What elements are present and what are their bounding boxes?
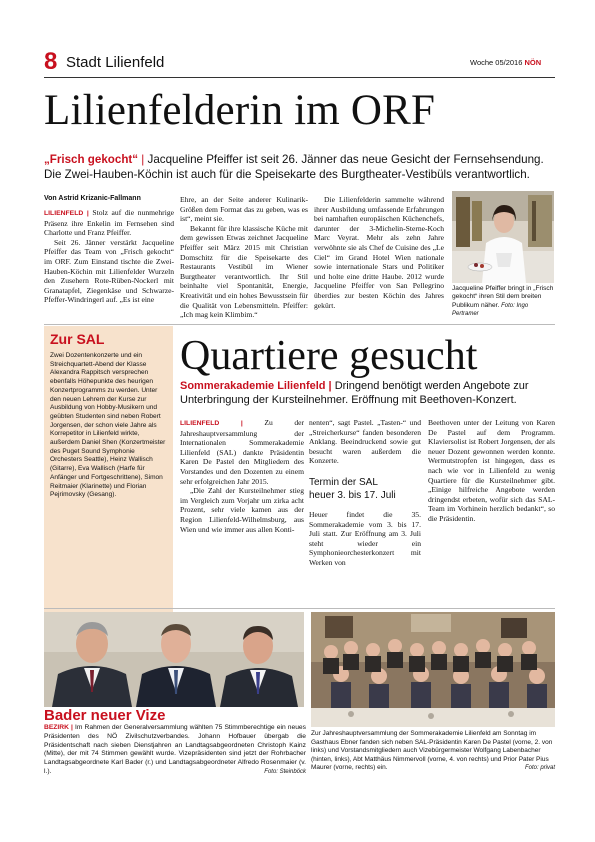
page-number: 8 — [44, 48, 58, 75]
paragraph: Zu der Jahreshauptversammlung der Internationalen Sommerakademie Lilienfeld (SAL) dankte Präsidentin Karen De Pastel den Mitgliedern des Vorstandes und den Dozenten zu einem sehr erfolgreichen Jahr 2015. — [180, 418, 305, 486]
article3-dateline: BEZIRK | — [44, 724, 73, 731]
article2-column-2b — [309, 510, 421, 568]
sidebar-text: Zwei Dozentenkonzerte und ein Streichquartett-Abend der Klasse Alexandra Rappitsch versprechen ebenfalls Höhepunkte des heurigen Konzertprogramms zu werden. Unter den neuen Lehrern der Kurse zur Ausbildung von Hobby-Musikern und geübten Studenten sind neben Robert Jorgensen, der schon viele Jahre als Korrepetitor in Lilienfeld wirkte, außerdem Daniel Shen (Konzertmeister des Puget Sound Symphonie Orchesters Seattle), Heinz Wallisch (Gitarre), Eva Wallisch (Harfe für Anfänger und Fortgeschrittene), Simon Reitmaier (Klarinette) und Florian Pejrimovsky (Gesang). — [50, 352, 166, 499]
paragraph: Im Rahmen der Generalversammlung wählten 75 Stimmberechtige ein neues Präsidenten des NÖ Zivilschutzverbandes. Johann Hofbauer übergab die Präsidentschaft nach sieben Dienstjahren an Landtagsabgeordneten Christoph Kainz (Mitte), der mit 74 Stimmen gewählt wurde. Vizepräsidenten sind jetzt der Rohrbacher Landtagsabgeordnete Karl Bader (r.) und Landtagsabgeordneter Alfredo Rosenmaier (v. l.). — [44, 724, 307, 775]
paragraph: Ehre, an der Seite anderer Kulinarik-Größen dem Format das zu geben, was es ist“, meint sie. — [180, 195, 308, 224]
issue-label — [470, 58, 541, 67]
paragraph: „Die Zahl der Kursteilnehmer stieg im Vergleich zum Vorjahr um zirka acht Prozent, sehr viele kamen aus der Region Lilienfeld-Wilhelmsburg, aus Wien und wie immer aus allen Konti- — [180, 486, 304, 534]
brand-logo: NÖN — [524, 58, 542, 67]
article1-column-2 — [180, 195, 308, 320]
paragraph: nenten“, sagt Pastel. „Tasten-“ und „Streicherkurse“ fanden besonderen Anklang. Beeindruckend sowie gut besucht waren außerdem die Konzerte. — [309, 418, 421, 466]
chef-photo-caption — [452, 285, 555, 319]
article1-byline: Von Astrid Krizanic-Fallmann — [44, 195, 141, 202]
photo-credit: Foto: privat — [524, 765, 555, 772]
caption-text: Jacqueline Pfeiffer bringt in „Frisch gekocht“ ihren Stil dem breiten Publikum näher. — [452, 285, 554, 309]
group-photo-caption — [311, 730, 555, 773]
article3-text — [44, 724, 306, 777]
photo-credit: Foto: Ingo Pertramer — [452, 302, 529, 318]
section-title: Stadt Lilienfeld — [66, 54, 165, 71]
article2-deck — [180, 379, 556, 408]
article2-column-2 — [309, 418, 421, 466]
section-divider — [44, 608, 555, 609]
sidebar-title: Zur SAL — [50, 331, 105, 347]
article2-callout: Termin der SAL heuer 3. bis 17. Juli — [309, 477, 396, 501]
article2-column-1 — [180, 418, 304, 534]
header-rule — [44, 77, 555, 78]
article3-headline: Bader neuer Vize — [44, 707, 166, 724]
article1-headline: Lilienfelderin im ORF — [44, 87, 436, 134]
article2-headline: Quartiere gesucht — [180, 333, 478, 379]
article1-kicker: „Frisch gekocht“ — [44, 153, 139, 166]
group-photo — [311, 612, 555, 727]
article1-column-1 — [44, 208, 174, 305]
issue-week: Woche 05/2016 — [470, 58, 523, 67]
article1-dateline: LILIENFELD | — [44, 210, 89, 217]
paragraph: Beethoven unter der Leitung von Karen De Pastel auf dem Programm. Klaviersolist ist Robert Jorgensen, der als neuer Dozent gewonnen werden konnte. Wermutstropfen ist hingegen, dass es nach wie vor in Lilienfeld zu wenig Quartiere für die Kursteilnehmer gibt. „Einige hilfreiche Angebote werden dringendst erbeten, wofür sich das SAL-Team im Vorhinein herzlich bedankt“, so die Präsidentin. — [428, 418, 555, 523]
article2-kicker: Sommerakademie Lilienfeld | — [180, 380, 332, 392]
paragraph: Die Lilienfelderin sammelte während ihrer Ausbildung umfassende Erfahrungen bei namhaften europäischen Küchenchefs, darunter der 3-Michelin-Sterne-Koch Marc Veyrat. Mehr als zehn Jahre verwöhnte sie als Chef de Cuisine des „Le Ciel“ im Grand Hotel Wien nationale sowie internationale Stars und Politiker und holte eine dritte Haube. 2012 wurde Jacqueline Pfeiffer von San Pellegrino überdies zur besten Köchin des Jahres gekürt. — [314, 195, 444, 310]
paragraph: Heuer findet die 35. Sommerakademie vom 3. bis 17. Juli statt. Zur Eröffnung am 3. Juli steht wieder ein Symphonieorchesterkonzert mit Werken von — [309, 510, 421, 567]
chef-photo — [452, 191, 554, 283]
article1-deck-text: Jacqueline Pfeiffer ist seit 26. Jänner das neue Gesicht der Fernsehsendung. Die Zwei-Hauben-Köchin ist auch für die Speisekarte des Burgtheater-Vestibüls verantwortlich. — [44, 153, 544, 181]
paragraph: Bekannt für ihre klassische Küche mit dem gewissen Etwas zeichnet Jacqueline Pfeiffer seit März 2015 mit Christian Domschitz für die Speisekarte des Restaurants Vestibül im Wiener Burgtheater verantwortlich. Ihr Stil beinhalte viel Spontanität, Energie, Kreativität und ein hohes Bewusstsein für die Qualität von Lebensmitteln. Pfeiffer: „Ich mag kein Klimbim.“ — [180, 223, 308, 320]
article1-column-3 — [314, 195, 444, 310]
article1-deck: „Frisch gekocht“ | Jacqueline Pfeiffer ist seit 26. Jänner das neue Gesicht der Fernsehsendung. Die Zwei-Hauben-Köchin ist auch für die Speisekarte des Burgtheater-Vestibüls verantwortlich. — [44, 153, 544, 181]
article2-column-3 — [428, 418, 555, 524]
photo-credit: Foto: Steinböck — [264, 768, 306, 775]
paragraph: Stolz auf die nunmehrige Präsenz ihre Enkelin im Fernsehen sind Charlotte und Franz Pfeiffer. — [44, 208, 174, 238]
article2-dateline: LILIENFELD | — [180, 420, 243, 427]
three-men-photo — [44, 612, 304, 707]
caption-text: Zur Jahreshauptversammlung der Sommerakademie Lilienfeld am Sonntag im Gasthaus Ebner fanden sich neben SAL-Präsidentin Karen De Pastel (vorne, 2. von links) und Vorstandsmitgliedern auch Vizebürgermeister Wolfgang Labenbacher (hinten, links), Abt Matthäus Nimmervoll (vorne, 4. von rechts) und Prior Pater Pius Maurer (vorne, rechts) ein. — [311, 730, 553, 772]
section-divider — [44, 324, 555, 325]
article2-deck-text: Dringend benötigt werden Angebote zur Unterbringung der Kursteilnehmer. Eröffnung mit Beethoven-Konzert. — [180, 380, 529, 407]
paragraph: Seit 26. Jänner verstärkt Jacqueline Pfeiffer das Team von „Frisch gekocht“ im ORF. Zum Einstand tischte die Zwei-Hauben-Köchin mit Lilienfelder Wurzeln den Zusehern Rote-Rüben-Nockerl mit Granatapfel, Ziegenkäse und Schwarze-Pfeffer-Windringerl auf. „Es ist eine — [44, 237, 174, 305]
